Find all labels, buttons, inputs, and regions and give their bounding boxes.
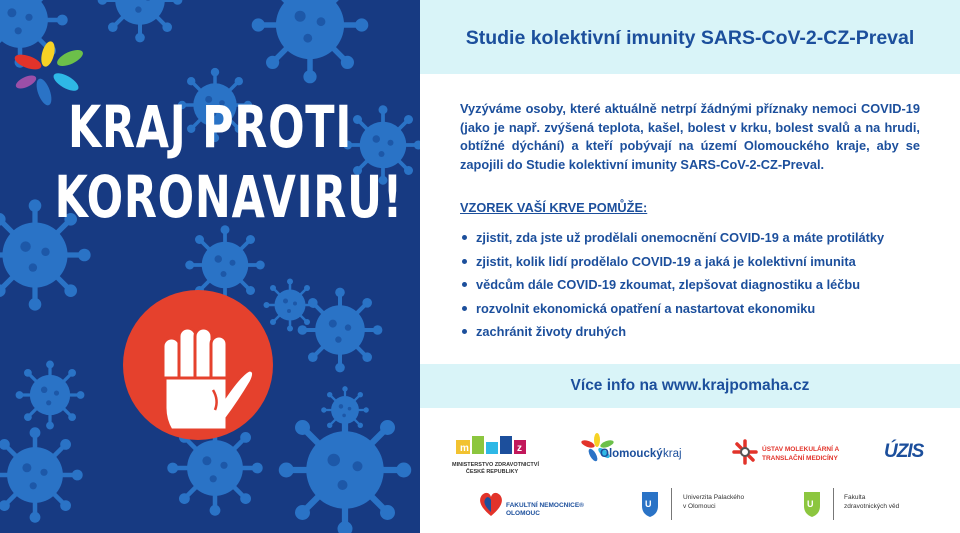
fn-name-line-2: OLOMOUC xyxy=(506,510,540,517)
intro-paragraph: Vyzýváme osoby, které aktuálně netrpí žádnými příznaky nemoci COVID-19 (jako je např. zvýšená teplota, kašel, bolest v krku, bolest svalů a na hrudi, obtížné dýchání) a kteří pobývají na území Olomouckého kraje, aby se zapojili do Studie kolektivní imunity SARS-CoV-2-CZ-Preval. xyxy=(460,101,920,172)
bullet-icon xyxy=(462,235,467,240)
heart-icon xyxy=(478,490,504,518)
umtm-cross-icon xyxy=(730,438,760,466)
list-item xyxy=(460,228,930,252)
fakulta-zdravotnickych-ved-logo xyxy=(802,488,922,522)
fzv-name-line-2: zdravotnických věd xyxy=(844,503,900,510)
stop-hand-icon xyxy=(123,290,273,440)
olomoucky-kraj-logo xyxy=(580,432,700,468)
headline-line-1: KRAJ PROTI xyxy=(67,93,353,161)
list-item xyxy=(460,252,930,276)
fn-name-line-1: FAKULTNÍ NEMOCNICE® xyxy=(506,502,584,509)
uzis-name: ÚZIS xyxy=(884,441,924,462)
univerzita-palackeho-logo xyxy=(640,488,760,522)
umtm-name-line-1: ÚSTAV MOLEKULÁRNÍ A xyxy=(762,446,840,453)
headline xyxy=(54,92,403,232)
upol-shield-icon xyxy=(640,490,660,518)
virus-icon xyxy=(98,0,183,42)
right-panel xyxy=(420,0,960,533)
fzv-divider xyxy=(833,488,834,520)
fzv-name-line-1: Fakulta xyxy=(844,494,866,501)
list-item-text: zachránit životy druhých xyxy=(476,324,627,339)
virus-icon xyxy=(252,0,369,83)
page-title: Studie kolektivní imunity SARS-CoV-2-CZ-Preval xyxy=(465,27,915,49)
bullet-icon xyxy=(462,259,467,264)
title-bar xyxy=(420,0,960,74)
upol-divider xyxy=(671,488,672,520)
svg-text:U: U xyxy=(807,499,814,509)
list-item-text: vědcům dále COVID-19 zkoumat, zlepšovat diagnostiku a léčbu xyxy=(476,277,861,292)
mzcr-name: MINISTERSTVO ZDRAVOTNICTVÍ xyxy=(452,462,539,468)
left-panel xyxy=(0,0,420,533)
list-item-text: zjistit, zda jste už prodělali onemocnění COVID-19 a máte protilátky xyxy=(476,230,885,245)
virus-icon xyxy=(0,427,83,522)
list-item-text: rozvolnit ekonomická opatření a nastartovat ekonomiku xyxy=(476,300,816,316)
mzcr-logo xyxy=(452,434,539,478)
olk-name-bold: Olomoucký xyxy=(600,448,663,460)
upol-name-line-2: v Olomouci xyxy=(683,503,716,510)
info-bar xyxy=(420,364,960,408)
umtm-logo xyxy=(730,438,850,468)
umtm-name-line-2: TRANSLAČNÍ MEDICÍNY xyxy=(762,455,838,462)
list-item-text: zjistit, kolik lidí prodělalo COVID-19 a jaká je kolektivní imunita xyxy=(476,253,856,269)
mzcr-country: ČESKÉ REPUBLIKY xyxy=(465,469,519,475)
headline-line-2: KORONAVIRU! xyxy=(54,163,403,231)
virus-icon xyxy=(298,288,383,373)
fakultni-nemocnice-logo xyxy=(478,488,598,522)
virus-icon xyxy=(16,361,85,430)
virus-icon xyxy=(321,386,369,434)
list-item xyxy=(460,275,930,299)
bullet-icon xyxy=(462,282,467,287)
svg-text:m: m xyxy=(460,443,469,454)
bullet-icon xyxy=(462,306,467,311)
bullet-icon xyxy=(462,329,467,334)
olk-name-light: kraj xyxy=(663,448,682,460)
list-item xyxy=(460,299,930,323)
info-link[interactable]: Více info na www.krajpomaha.cz xyxy=(570,377,810,394)
svg-text:U: U xyxy=(645,499,652,509)
list-item xyxy=(460,322,930,346)
upol-name-line-1: Univerzita Palackého xyxy=(683,494,745,501)
benefits-list xyxy=(460,228,930,346)
fzv-shield-icon xyxy=(802,490,822,518)
benefits-heading: VZOREK VAŠÍ KRVE POMŮŽE: xyxy=(460,200,648,215)
mzcr-mark-icon xyxy=(452,434,532,460)
svg-text:z: z xyxy=(517,443,522,454)
uzis-logo xyxy=(884,436,936,466)
